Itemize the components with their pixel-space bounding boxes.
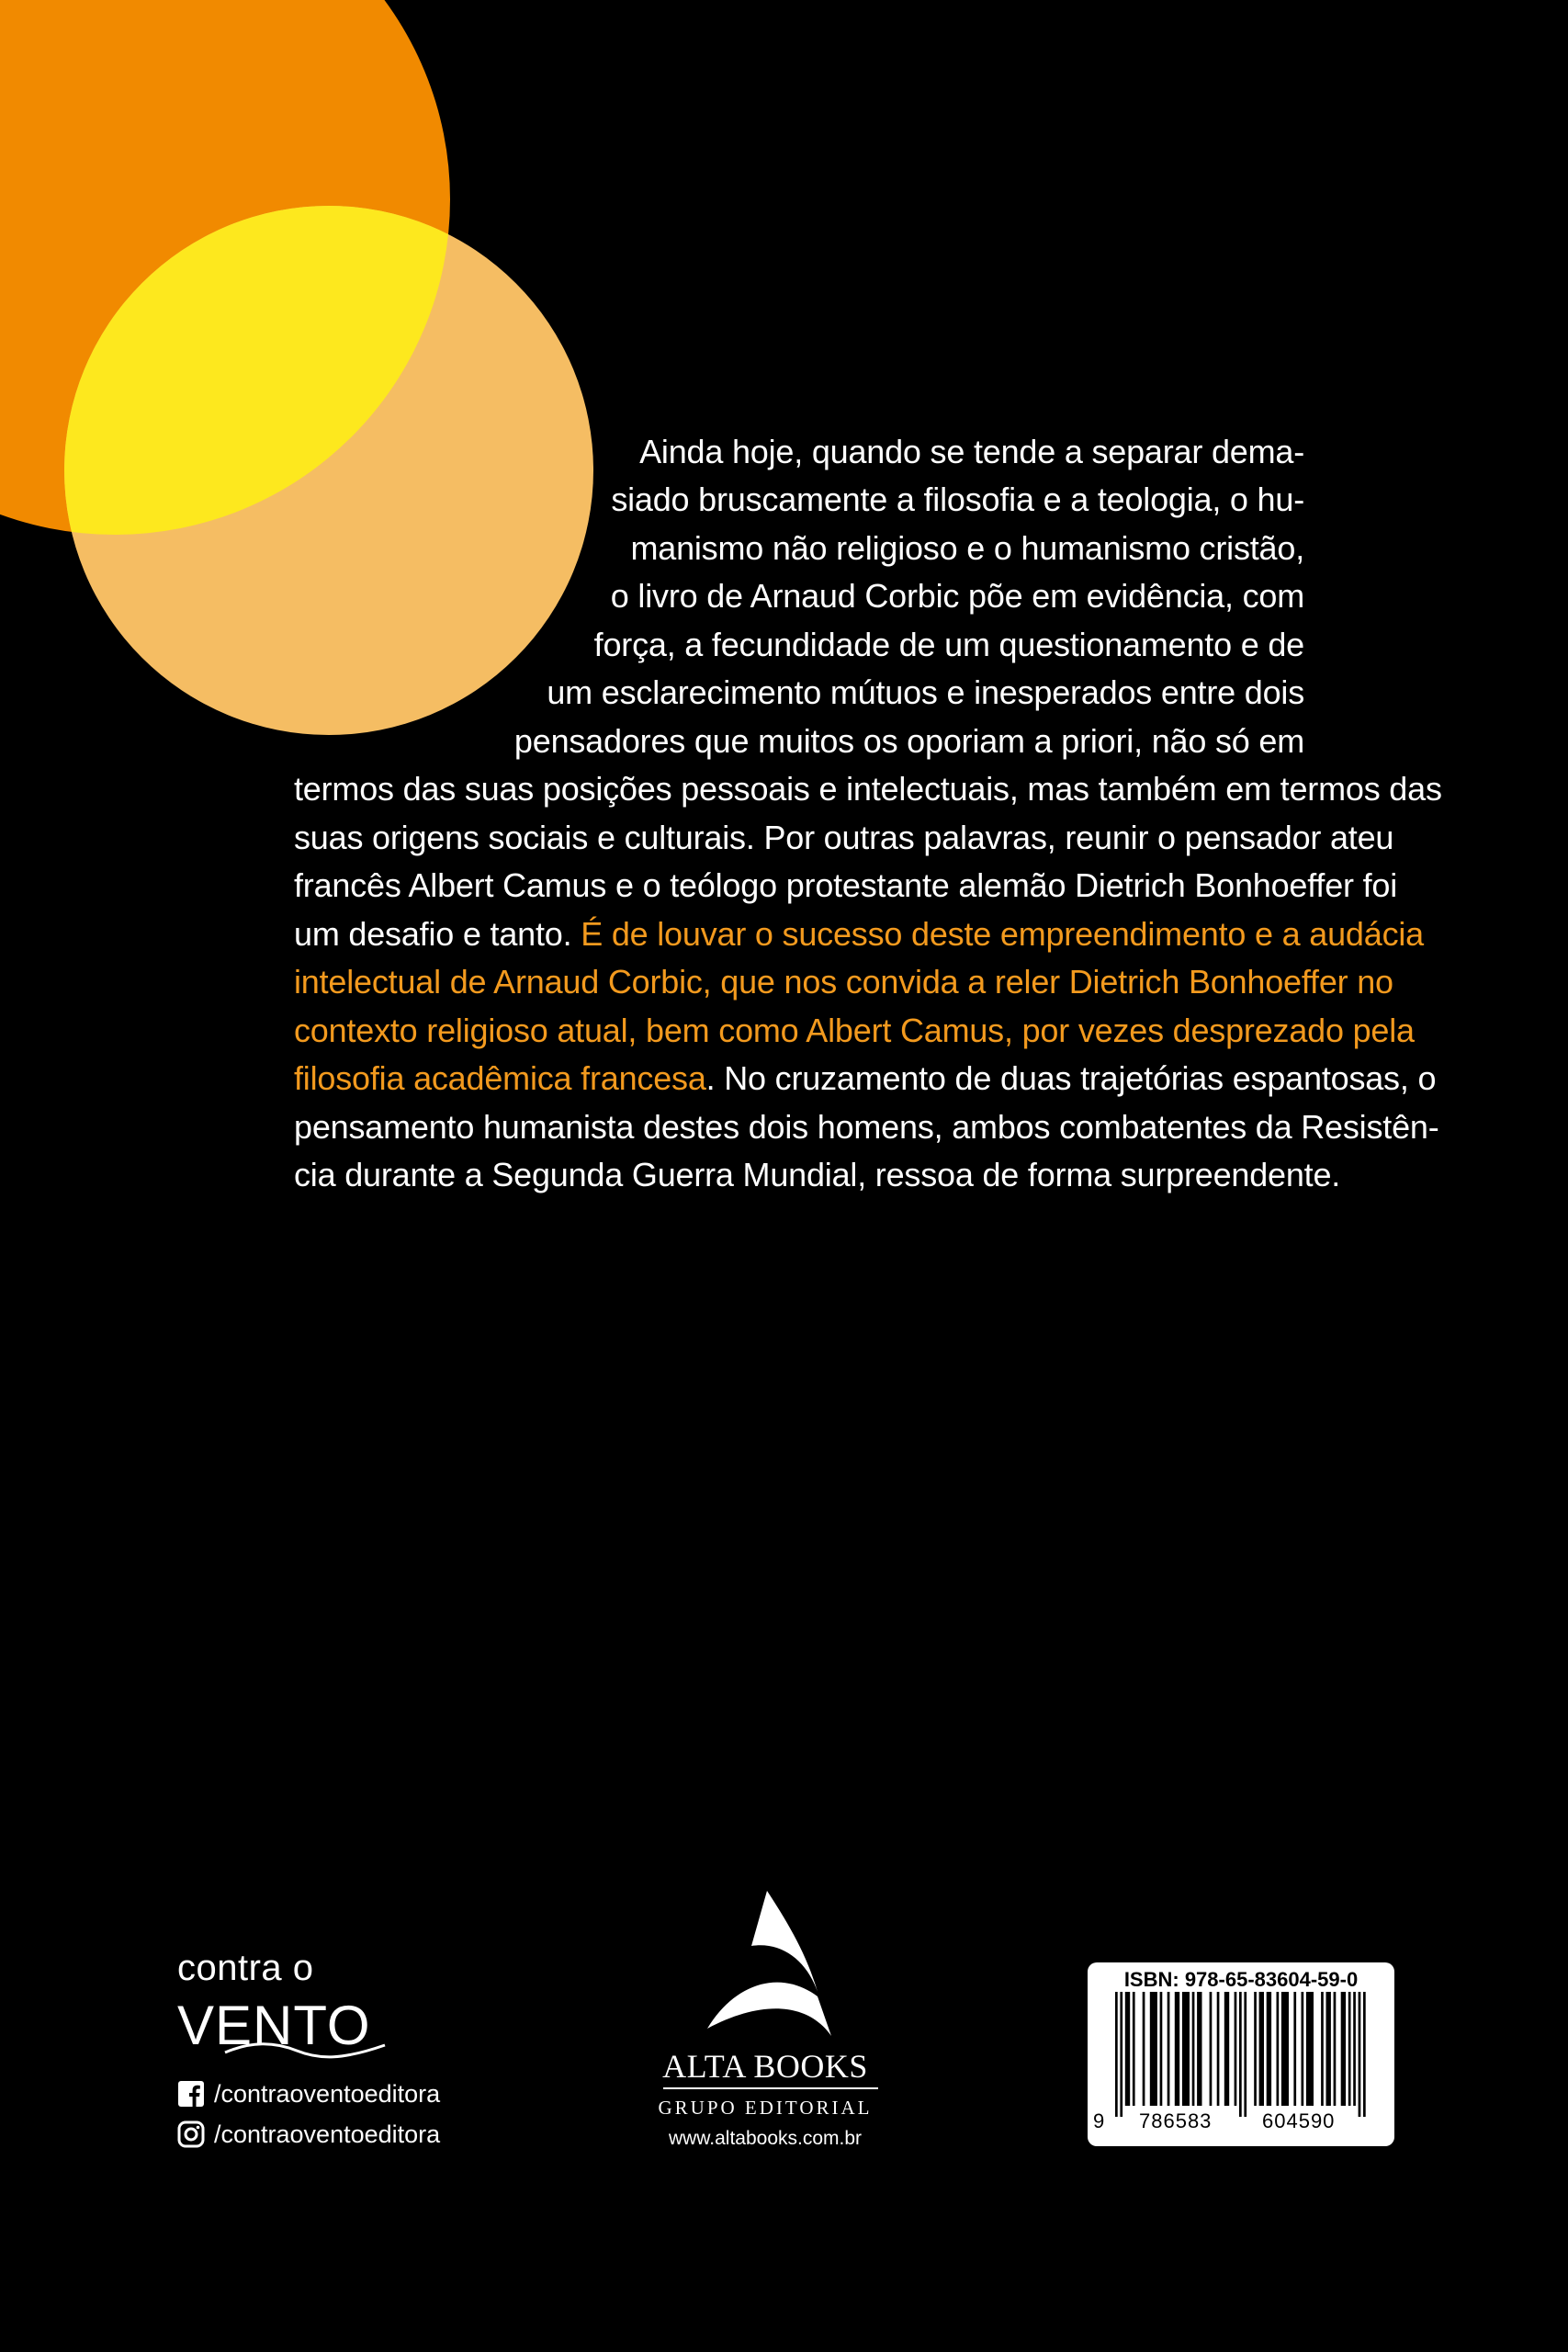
barcode-bar [1120,1992,1122,2117]
barcode-bar [1353,1992,1356,2106]
barcode-bar [1197,1992,1201,2106]
barcode-digits-right: 604590 [1262,2109,1336,2132]
blurb-line: Ainda hoje, quando se tende a separar dema- [639,433,1304,470]
instagram-icon [177,2120,205,2148]
facebook-handle: /contraoventoeditora [214,2079,441,2108]
barcode-bar [1125,1992,1130,2106]
barcode-bar [1306,1992,1314,2106]
blurb-line: força, a fecundidade de um questionamento e de [593,626,1304,663]
instagram-link[interactable] [177,2119,440,2150]
barcode-bar [1217,1992,1220,2106]
logo-text-line2: VENTO [177,1995,371,2056]
barcode-digit-first: 9 [1093,2109,1106,2132]
imprint-url[interactable]: www.altabooks.com.br [668,2128,863,2149]
instagram-handle: /contraoventoeditora [214,2120,441,2148]
facebook-icon [177,2080,205,2108]
barcode-bar [1293,1992,1296,2106]
barcode-bar [1341,1992,1346,2106]
imprint-name: ALTA BOOKS [662,2048,868,2085]
barcode-bar [1244,1992,1247,2117]
barcode-bar [1133,1992,1135,2106]
blurb-text: . No cruzamento de duas trajetórias espantosas, o [705,1059,1437,1097]
blurb-line: um esclarecimento mútuos e inesperados entre dois [547,673,1304,711]
barcode-bar [1224,1992,1229,2106]
alta-books-triangle-logo [698,1891,836,2042]
blurb-highlight: É de louvar o sucesso deste empreendimento e a audácia [581,915,1424,953]
blurb-line: manismo não religioso e o humanismo cristão, [630,529,1304,567]
barcode-bar [1334,1992,1337,2106]
blurb-line [294,1055,1437,1103]
imprint-divider [663,2087,878,2089]
barcode-bar [1192,1992,1195,2106]
facebook-link[interactable] [177,2078,440,2109]
blurb-line: siado bruscamente a filosofia e a teologia, o hu- [611,481,1304,518]
blurb-line: pensamento humanista destes dois homens, ambos combatentes da Resistên- [294,1108,1439,1146]
barcode-bar [1281,1992,1289,2106]
barcode-bar [1321,1992,1324,2106]
blurb-line: suas origens sociais e culturais. Por outras palavras, reunir o pensador ateu [294,819,1394,856]
blurb-line [294,910,1424,959]
isbn-barcode [1088,1962,1394,2146]
barcode-bar [1239,1992,1242,2117]
blurb-line: termos das suas posições pessoais e intelectuais, mas também em termos das [294,770,1442,808]
barcode-bar [1150,1992,1157,2106]
blurb-line: francês Albert Camus e o teólogo protestante alemão Dietrich Bonhoeffer foi [294,866,1398,904]
barcode-bar [1143,1992,1145,2106]
barcode-bar [1168,1992,1170,2106]
barcode-bar [1326,1992,1331,2106]
barcode-bar [1267,1992,1271,2106]
wave-icon [223,2040,389,2062]
barcode-bar [1254,1992,1257,2106]
blurb-text: um desafio e tanto. [294,915,581,953]
barcode-bar [1115,1992,1118,2117]
isbn-label: ISBN: 978-65-83604-59-0 [1123,1968,1359,1991]
blurb-line: cia durante a Segunda Guerra Mundial, ressoa de forma surpreendente. [294,1156,1341,1193]
blurb-line: o livro de Arnaud Corbic põe em evidência, com [610,577,1304,615]
barcode-bar [1363,1992,1366,2117]
back-cover-blurb [294,0,1442,1194]
barcode-bar [1182,1992,1190,2106]
barcode-bar [1235,1992,1237,2106]
barcode-bar [1210,1992,1213,2106]
barcode-bar [1175,1992,1179,2106]
barcode-digits-left: 786583 [1139,2109,1213,2132]
barcode-bar [1259,1992,1264,2106]
contra-o-vento-logo [177,1948,416,2058]
blurb-line: pensadores que muitos os oporiam a priori, não só em [513,722,1304,760]
imprint-subtitle: GRUPO EDITORIAL [658,2097,873,2119]
barcode-bar [1348,1992,1351,2106]
blurb-highlight-line: contexto religioso atual, bem como Albert Camus, por vezes desprezado pela [294,1012,1415,1049]
barcode-bar [1160,1992,1163,2106]
barcode-bar [1302,1992,1304,2106]
blurb-highlight-line: intelectual de Arnaud Corbic, que nos convida a reler Dietrich Bonhoeffer no [294,963,1393,1001]
blurb-highlight: filosofia acadêmica francesa [294,1059,706,1097]
barcode-bar [1359,1992,1361,2117]
logo-text-line1: contra o [177,1948,314,1988]
barcode-bar [1277,1992,1280,2106]
barcode-bars [1108,1992,1374,2120]
